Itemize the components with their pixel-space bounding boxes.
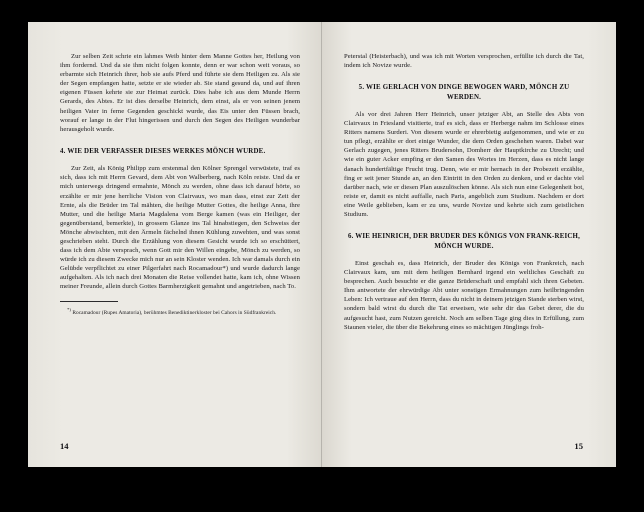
book-spread — [28, 22, 616, 467]
paragraph: Als vor drei Jahren Herr Heinrich, unser jetziger Abt, an Stelle des Abts von Clairvaux in Friesland visitierte, traf es sich, dass er Herberge nahm im Schlosse eines Ritters namens Surderi. Von diesem wurde er ehrerbietig aufgenommen, und wie er zu tun pflegt, erzählte er dort einige Wunder, die dem Orden geschehen waren. Dabei war Gerlach zugegen, jenes Ritters Brudersohn, Domherr der Hauptkirche zu Utrecht; und wie ein guter Acker empfing er den Samen des Wortes im Herzen, dass es nicht lange danach hundertfältige Frucht trug. Denn, wie er mir hernach in der Probezeit erzählte, fing er seit jener Stunde an, an den Eintritt in den Orden zu denken, und er dachte viel darüber nach, wie er diesen Plan auszulöschen könne. Als sich nun eine Gelegenheit bot, reiste er, damit es nicht auffalle, nach Paris, angeblich zum Studium. Nachdem er dort eine Weile geblieben, kam er zu uns, wurde Novize und kehrte sich zum geistlichen Studium. — [344, 111, 584, 219]
footnote-divider — [60, 301, 118, 302]
page-number-left: 14 — [60, 441, 69, 451]
section-heading-5: 5. WIE GERLACH VON DINGE BEWOGEN WARD, MÖNCH ZU WERDEN. — [358, 84, 570, 101]
section-heading-4: 4. WIE DER VERFASSER DIESES WERKES MÖNCH WURDE. — [60, 147, 266, 155]
paragraph: Zur Zeit, als König Philipp zum erstenmal den Kölner Sprengel verwüstete, traf es sich, dass ich mit Herrn Gevard, dem Abt von Walberberg, nach Köln reiste. Und da er mich unterwegs dringend ermahnte, Mönch zu werden, ohne dass ich darauf hörte, so erzählte er mir jene herrliche Vision von Clairvaux, wo man dass, einst zur Zeit der Ernte, als die Brüder im Tal mähten, die heilige Mutter Gottes, die heilige Anna, ihre Mutter, und die heilige Maria Magdalena vom Berge kamen (was ein Heiliger, der gegenüberstand, bemerkte), in grossem Glanze ins Tal hinabstiegen, den Schweiss der Mönche abwischten, mit den Ärmeln fächelnd ihnen Kühlung zuwehten, und was sonst geschrieben steht. Durch die Erzählung von diesem Gesicht wurde ich so erschüttert, dass ich dem Abte versprach, wenn Gott mir den Willen eingebe, Mönch zu werden, so würde ich zu diesem Zwecke mich nur an sein Kloster wenden. Ich war damals durch ein Gelübde verpflichtet zu einer Pilgerfahrt nach Rocamadour*) und wurde dadurch lange aufgehalten. Als ich nach drei Monaten die Reise vollendet hatte, kam ich, ohne Wissen meiner Freunde, allein durch Gottes Barmherzigkeit gemahnt und angetrieben, nach To. — [60, 165, 300, 291]
book-page-right — [322, 22, 616, 467]
section-heading-6: 6. WIE HEINRICH, DER BRUDER DES KÖNIGS VON FRANK-REICH, MÖNCH WURDE. — [347, 233, 581, 250]
footnote-text: Rocamadour (Rupes Amatoria), berühmtes Benediktinerkloster bei Cahors in Südfrankreich. — [72, 309, 277, 316]
footnote-marker: *) — [67, 306, 71, 312]
paragraph: Einst geschah es, dass Heinrich, der Bruder des Königs von Frankreich, nach Clairvaux kam, um mit dem heiligen Bernhard irgend ein weltliches Geschäft zu besprechen. Auch besuchte er die ganze Brüderschaft und empfahl sich ihren Gebeten. Ihm antwortete der ehrwürdige Abt unter sonstigen Ermahnungen zum heilbringenden Leben: Ich vertraue auf den Herrn, dass du nicht in deinem jetzigen Stande sterben wirst, sondern bald wirst du durch die Tat erweisen, wie sehr dir das Gebet derer, die du aufgesucht hast, zum Nutzen gereicht. Noch am selben Tage ging dies in Erfüllung, zum Staunen vieler, die über die Bekehrung eines so mächtigen Jünglings froh- — [344, 259, 584, 331]
paragraph: Zur selben Zeit schrie ein lahmes Weib hinter dem Manne Gottes her, Heilung von ihm fordernd. Und da sie ihm nicht folgen konnte, denn er war schon weit voraus, so erbarmte sich Heinrich ihrer, hob sie aufs Pferd und führte sie dem Heiligen zu. Als sie der Segen empfangen hatte, setzte er sie wieder ab. Sie stand gesund da, und auf ihren eigenen Füssen kehrte sie zur Heimat zurück. Dies habe ich aus dem Munde Herrn Gerards, des Abtes. Er ist dies derselbe Heinrich, dem einst, als er von seinen jenem heiligen Vater in ferne Gegenden geschickt wurde, das Eis unter den Füssen brach, worauf er lange in der Flut hingerissen und durch den Segen des Heiligen wunderbar herausgeholt wurde. — [60, 53, 300, 133]
footnote — [60, 306, 300, 317]
paragraph: Peterstal (Heisterbach), und was ich mit Worten versprochen, erfüllte ich durch die Tat, indem ich Novize wurde. — [344, 53, 584, 70]
book-page-left — [28, 22, 322, 467]
page-number-right: 15 — [574, 441, 583, 451]
